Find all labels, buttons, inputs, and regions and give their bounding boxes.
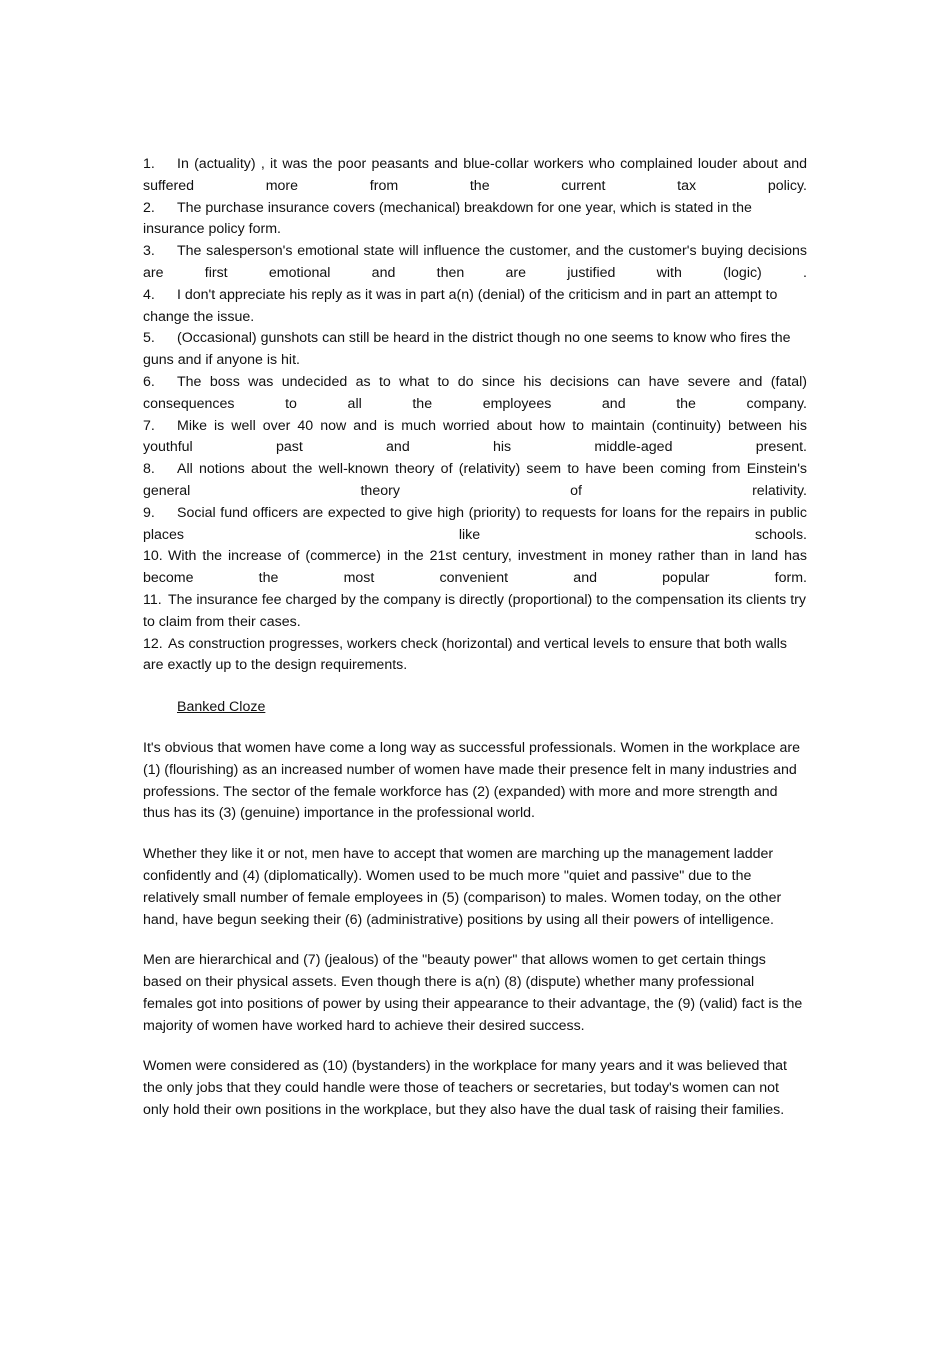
exercise-list [143, 154, 807, 677]
exercise-number: 5. [143, 330, 155, 347]
exercise-number: 9. [143, 504, 155, 521]
exercise-item [143, 372, 807, 416]
exercise-text: The purchase insurance covers (mechanical) breakdown for one year, which is stated in the insurance policy form. [143, 199, 752, 238]
exercise-item [143, 503, 807, 547]
exercise-number: 10. [143, 548, 163, 565]
exercise-text: The insurance fee charged by the company is directly (proportional) to the compensation its clients try to claim from their cases. [143, 591, 806, 630]
paragraph-text: Men are hierarchical and (7) (jealous) of the "beauty power" that allows women to get certain things based on their physical assets. Even though there is a(n) (8) (dispute) whether many professional females got into positions of power by using their appearance to their advantage, the (9) (valid) fact is the majority of women have worked hard to achieve their desired success. [143, 952, 803, 1034]
exercise-text: All notions about the well-known theory of (relativity) seem to have been coming from Einstein's general theory of relativity. [143, 461, 807, 499]
exercise-text: As construction progresses, workers check (horizontal) and vertical levels to ensure that both walls are exactly up to the design requirements. [143, 635, 788, 674]
exercise-number: 6. [143, 373, 155, 390]
section-title: Banked Cloze [177, 699, 266, 716]
paragraph-text: Whether they like it or not, men have to accept that women are marching up the management ladder confidently and (4) (diplomatically). Women used to be much more "quiet and passive" due to the relatively small number of female employees in (5) (comparison) to males. Women today, on the other hand, have begun seeking their (6) (administrative) positions by using all their powers of intelligence. [143, 846, 782, 928]
exercise-item [143, 154, 807, 198]
document-body [143, 154, 807, 1141]
exercise-text: I don't appreciate his reply as it was in part a(n) (denial) of the criticism and in part an attempt to change the issue. [143, 286, 778, 325]
exercise-text: Mike is well over 40 now and is much worried about how to maintain (continuity) between his youthful past and his middle-aged present. [143, 417, 807, 456]
exercise-text: (Occasional) gunshots can still be heard in the district though no one seems to know who fires the guns and if anyone is hit. [143, 330, 791, 369]
cloze-paragraph [143, 844, 807, 931]
exercise-number: 12. [143, 635, 163, 652]
exercise-item [143, 416, 807, 460]
exercise-item [143, 546, 807, 590]
exercise-number: 3. [143, 243, 155, 260]
exercise-item [143, 285, 807, 329]
cloze-paragraph [143, 1056, 807, 1121]
exercise-number: 4. [143, 286, 155, 303]
exercise-number: 8. [143, 461, 155, 478]
paragraph-text: Women were considered as (10) (bystanders) in the workplace for many years and it was believed that the only jobs that they could handle were those of teachers or secretaries, but today's women can not only hold their own positions in the workplace, but they also have the dual task of raising their families. [143, 1058, 788, 1119]
exercise-text: The boss was undecided as to what to do since his decisions can have severe and (fatal) consequences to all the employees and the company. [143, 373, 807, 412]
exercise-text: In (actuality) , it was the poor peasants and blue-collar workers who complained louder about and suffered more from the current tax policy. [143, 156, 807, 194]
exercise-text: Social fund officers are expected to give high (priority) to requests for loans for the repairs in public places like schools. [143, 504, 807, 543]
exercise-number: 1. [143, 156, 155, 172]
exercise-item [143, 198, 807, 242]
cloze-paragraph [143, 738, 807, 825]
exercise-item [143, 459, 807, 503]
exercise-number: 2. [143, 199, 155, 216]
exercise-text: With the increase of (commerce) in the 21st century, investment in money rather than in land has become the most convenient and popular form. [143, 548, 807, 587]
exercise-item [143, 241, 807, 285]
exercise-number: 7. [143, 417, 155, 434]
exercise-item [143, 590, 807, 634]
exercise-number: 11. [143, 591, 162, 608]
exercise-text: The salesperson's emotional state will influence the customer, and the customer's buying decisions are first emotional and then are justified with (logic) . [143, 243, 807, 281]
paragraph-text: It's obvious that women have come a long way as successful professionals. Women in the workplace are (1) (flourishing) as an increased number of women have made their presence felt in many industries and professions. The sector of the female workforce has (2) (expanded) with more and more strength and thus has its (3) (genuine) importance in the professional world. [143, 739, 800, 822]
cloze-paragraph [143, 950, 807, 1037]
exercise-item [143, 328, 807, 372]
exercise-item [143, 634, 807, 678]
